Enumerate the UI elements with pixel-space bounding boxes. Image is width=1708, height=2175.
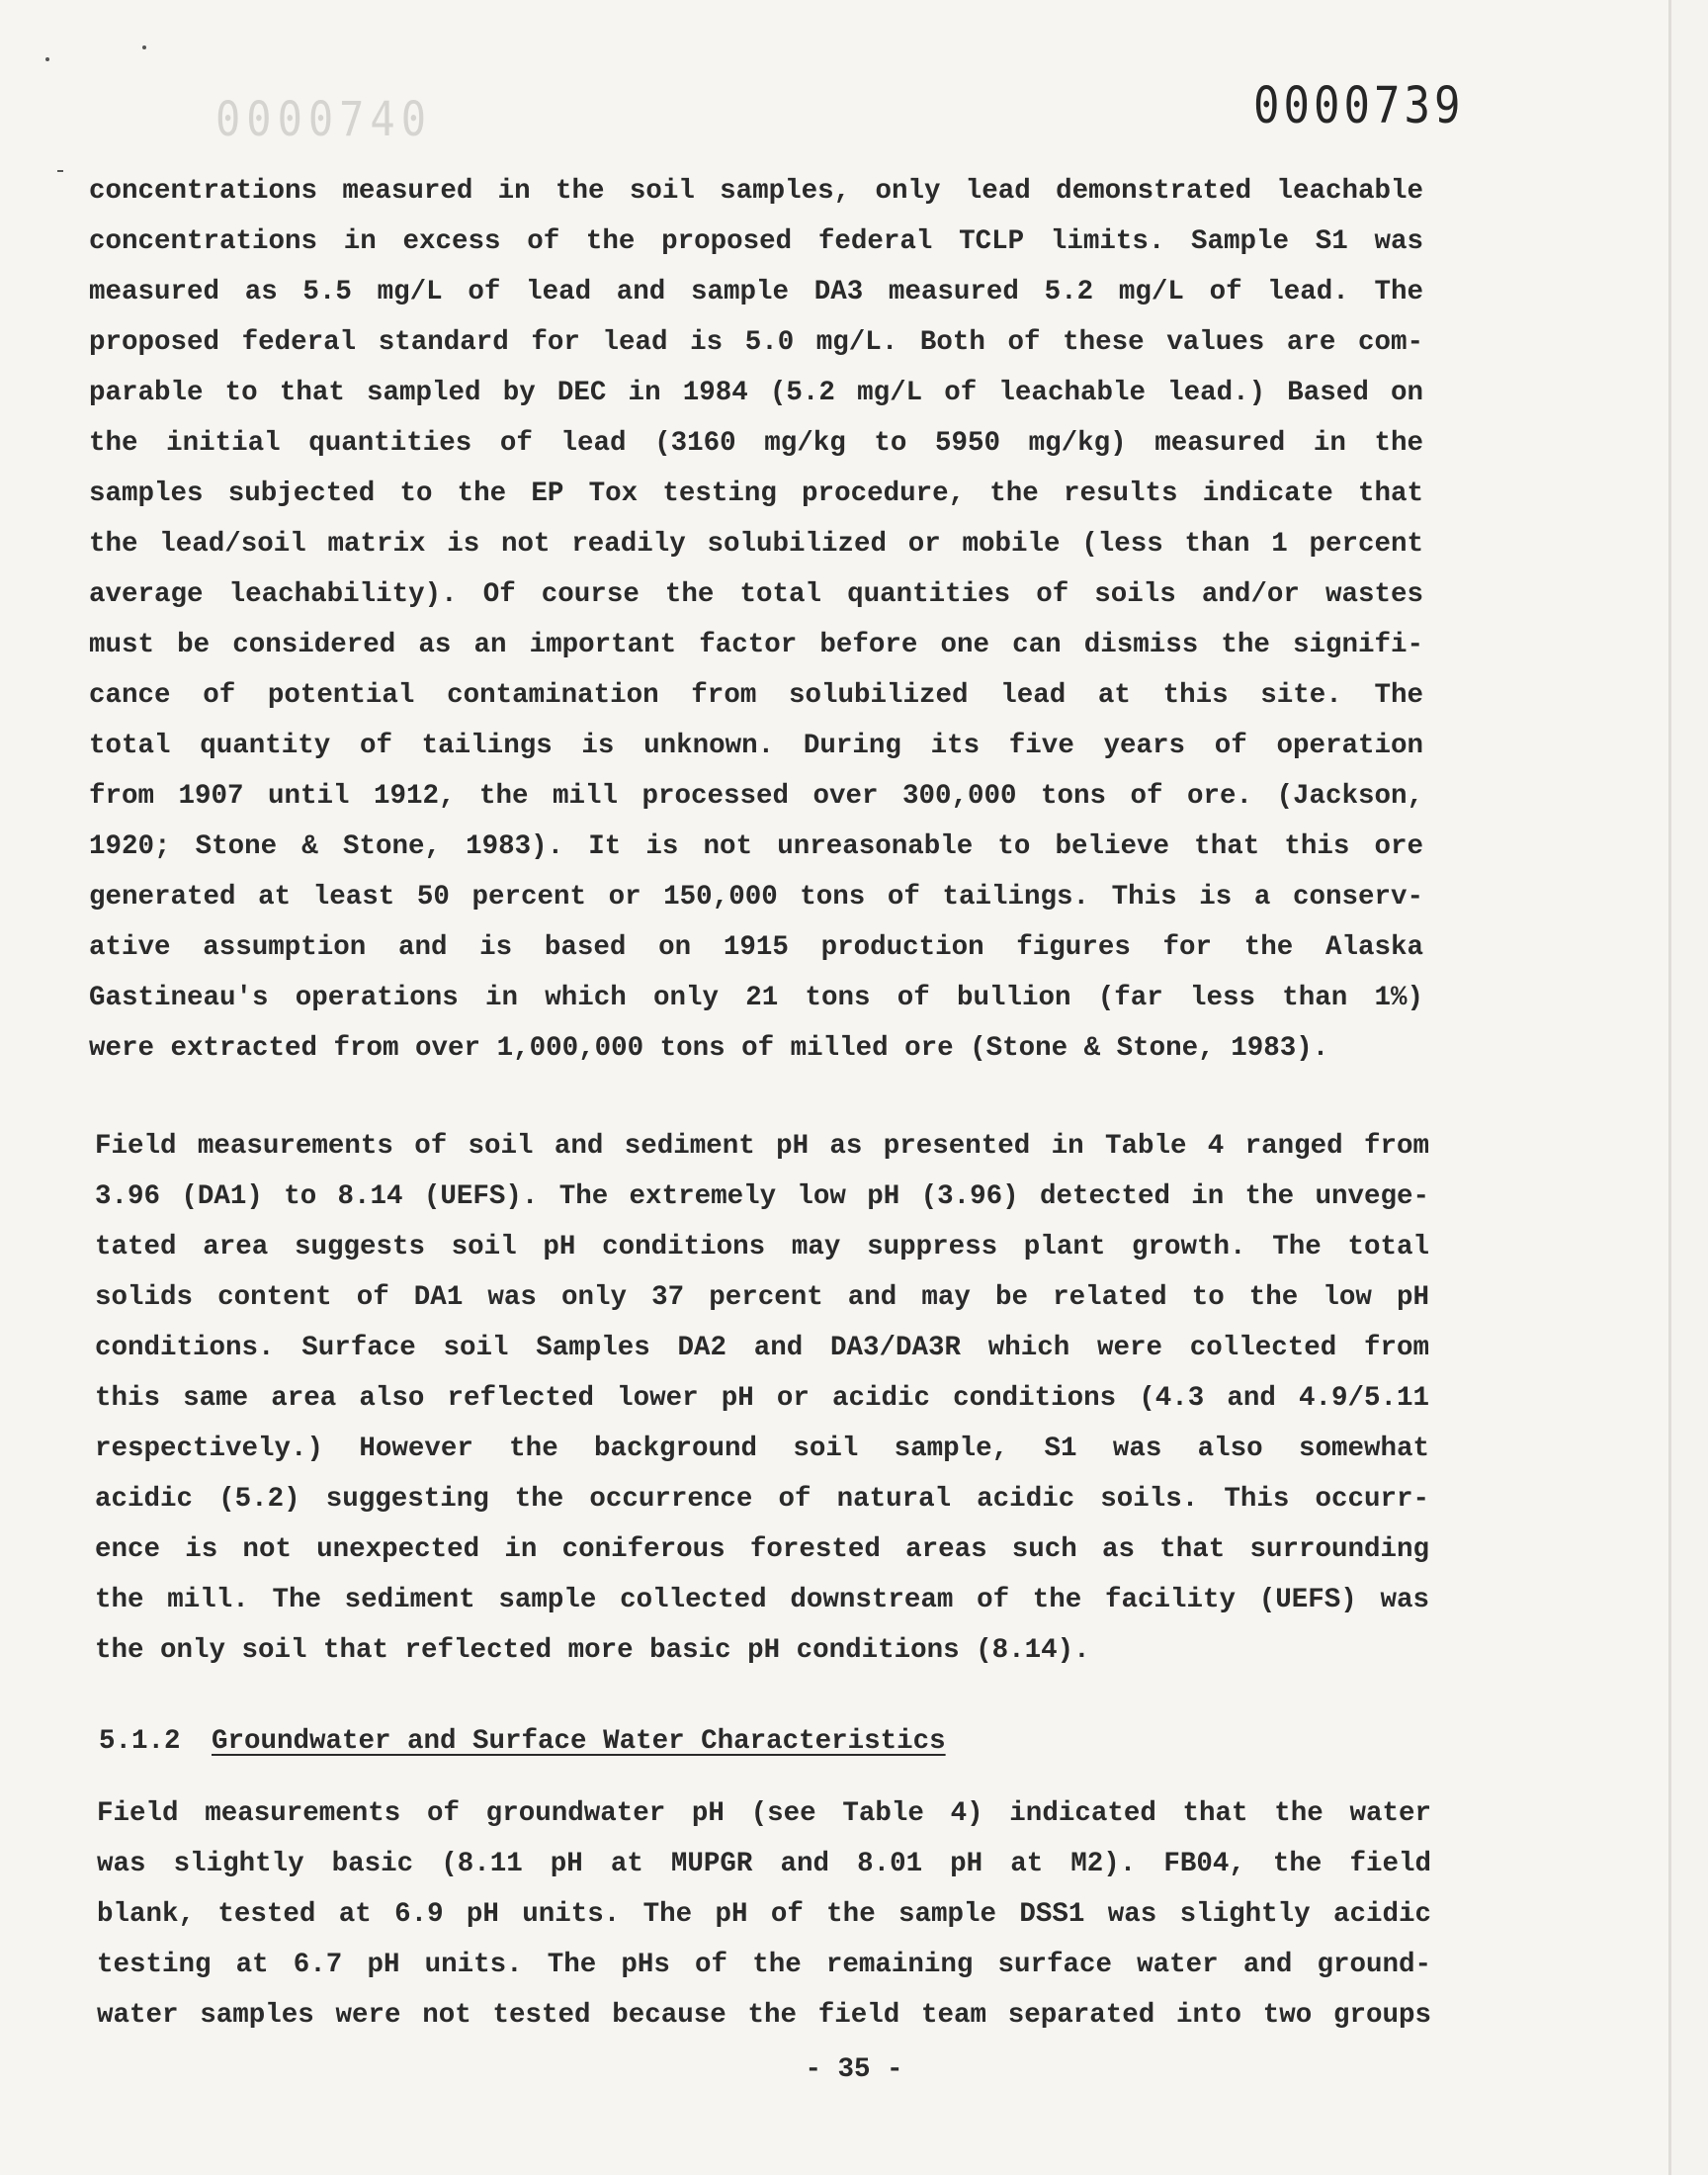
text-line: samples subjected to the EP Tox testing procedure, the results indicate that: [89, 478, 1423, 509]
text-line: was slightly basic (8.11 pH at MUPGR and 8.01 pH at M2). FB04, the field: [97, 1849, 1431, 1879]
text-line: must be considered as an important factor before one can dismiss the signifi-: [89, 630, 1423, 660]
text-line: the lead/soil matrix is not readily solubilized or mobile (less than 1 percent: [89, 529, 1423, 560]
section-number: 5.1.2: [99, 1726, 181, 1757]
text-line: ative assumption and is based on 1915 production figures for the Alaska: [89, 932, 1423, 963]
document-id-number: 0000739: [1253, 77, 1465, 135]
text-line: acidic (5.2) suggesting the occurrence of natural acidic soils. This occurr-: [95, 1484, 1429, 1515]
text-line: 1920; Stone & Stone, 1983). It is not unreasonable to believe that this ore: [89, 831, 1423, 862]
text-line: the only soil that reflected more basic pH conditions (8.14).: [95, 1635, 1090, 1666]
text-line: concentrations measured in the soil samples, only lead demonstrated leachable: [89, 176, 1423, 207]
text-line: from 1907 until 1912, the mill processed over 300,000 tons of ore. (Jackson,: [89, 781, 1423, 812]
text-line: blank, tested at 6.9 pH units. The pH of the sample DSS1 was slightly acidic: [97, 1899, 1431, 1930]
scan-speck: [57, 170, 63, 172]
text-line: testing at 6.7 pH units. The pHs of the remaining surface water and ground-: [97, 1950, 1431, 1980]
text-line: 3.96 (DA1) to 8.14 (UEFS). The extremely low pH (3.96) detected in the unvege-: [95, 1181, 1429, 1212]
text-line: generated at least 50 percent or 150,000 tons of tailings. This is a conserv-: [89, 882, 1423, 913]
text-line: water samples were not tested because the field team separated into two groups: [97, 2000, 1431, 2031]
text-line: measured as 5.5 mg/L of lead and sample DA3 measured 5.2 mg/L of lead. The: [89, 277, 1423, 307]
scan-speck: [142, 45, 146, 49]
text-line: this same area also reflected lower pH or acidic conditions (4.3 and 4.9/5.11: [95, 1383, 1429, 1414]
text-line: the initial quantities of lead (3160 mg/kg to 5950 mg/kg) measured in the: [89, 428, 1423, 459]
text-line: Gastineau's operations in which only 21 tons of bullion (far less than 1%): [89, 983, 1423, 1013]
paragraph-soil-ph: [95, 1121, 1429, 1676]
text-line: ence is not unexpected in coniferous forested areas such as that surrounding: [95, 1534, 1429, 1565]
text-line: concentrations in excess of the proposed federal TCLP limits. Sample S1 was: [89, 226, 1423, 257]
text-line: respectively.) However the background soil sample, S1 was also somewhat: [95, 1434, 1429, 1464]
section-heading: [99, 1726, 946, 1757]
text-line: average leachability). Of course the total quantities of soils and/or wastes: [89, 579, 1423, 610]
text-line: proposed federal standard for lead is 5.0 mg/L. Both of these values are com-: [89, 327, 1423, 358]
text-line: conditions. Surface soil Samples DA2 and DA3/DA3R which were collected from: [95, 1333, 1429, 1363]
text-line: total quantity of tailings is unknown. During its five years of operation: [89, 731, 1423, 761]
text-line: tated area suggests soil pH conditions may suppress plant growth. The total: [95, 1232, 1429, 1262]
page-footer-number: - 35 -: [805, 2054, 903, 2085]
bleed-through-page-number: 0000740: [215, 91, 433, 147]
text-line: were extracted from over 1,000,000 tons of milled ore (Stone & Stone, 1983).: [89, 1033, 1329, 1064]
text-line: Field measurements of soil and sediment pH as presented in Table 4 ranged from: [95, 1131, 1429, 1162]
paragraph-lead-leachability: [89, 166, 1423, 1074]
text-line: the mill. The sediment sample collected downstream of the facility (UEFS) was: [95, 1585, 1429, 1615]
paragraph-groundwater-ph: [97, 1788, 1431, 2041]
text-line: cance of potential contamination from solubilized lead at this site. The: [89, 680, 1423, 711]
text-line: Field measurements of groundwater pH (see Table 4) indicated that the water: [97, 1798, 1431, 1829]
section-title: Groundwater and Surface Water Characteristics: [212, 1726, 946, 1757]
scan-speck: [45, 57, 49, 61]
text-line: parable to that sampled by DEC in 1984 (5.2 mg/L of leachable lead.) Based on: [89, 378, 1423, 408]
text-line: solids content of DA1 was only 37 percent and may be related to the low pH: [95, 1282, 1429, 1313]
